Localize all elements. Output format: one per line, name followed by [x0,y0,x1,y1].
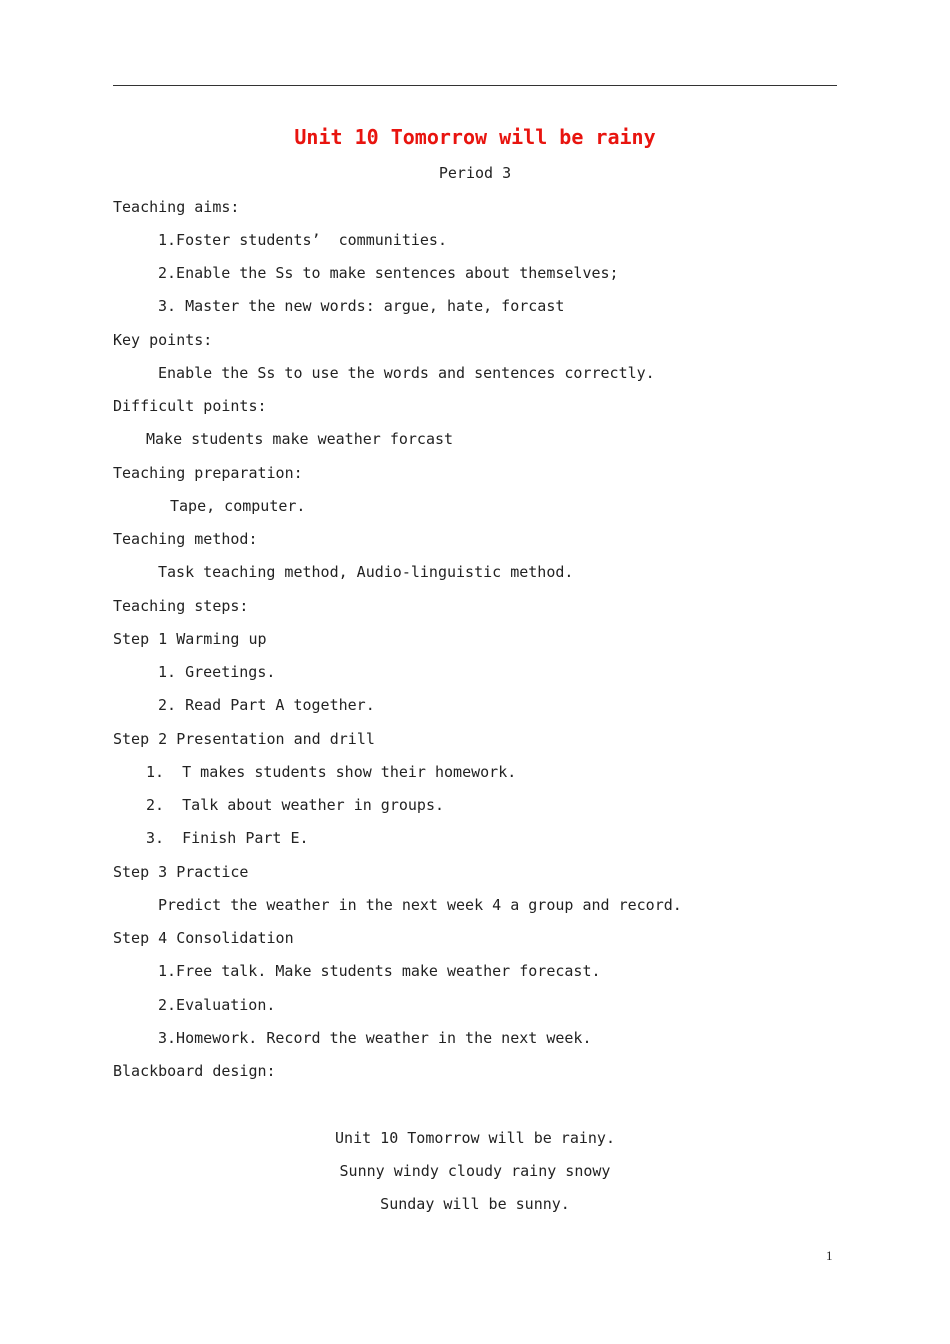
blackboard-line: Sunny windy cloudy rainy snowy [339,1162,611,1180]
step2-item: 2. Talk about weather in groups. [146,796,445,814]
blackboard-line: Unit 10 Tomorrow will be rainy. [335,1129,615,1147]
step2-item: 1. T makes students show their homework. [146,763,517,781]
step3-text: Predict the weather in the next week 4 a group and record. [158,896,682,914]
difficult-heading: Difficult points: [113,397,267,415]
blackboard-heading: Blackboard design: [113,1062,276,1080]
key-heading: Key points: [113,331,213,349]
method-heading: Teaching method: [113,530,258,548]
method-text: Task teaching method, Audio-linguistic method. [158,563,574,581]
period-label: Period 3 [438,164,512,182]
step2-heading: Step 2 Presentation and drill [113,730,375,748]
page-number: 1 [826,1248,833,1263]
aim-item: 3. Master the new words: argue, hate, forcast [158,297,565,315]
step1-item: 1. Greetings. [158,663,276,681]
key-text: Enable the Ss to use the words and sentences correctly. [158,364,655,382]
document-title: Unit 10 Tomorrow will be rainy [294,125,656,149]
aims-heading: Teaching aims: [113,198,240,216]
prep-heading: Teaching preparation: [113,464,303,482]
step4-item: 2.Evaluation. [158,996,276,1014]
step3-heading: Step 3 Practice [113,863,249,881]
step4-item: 1.Free talk. Make students make weather forecast. [158,962,601,980]
aim-item: 1.Foster students’ communities. [158,231,447,249]
step1-heading: Step 1 Warming up [113,630,267,648]
step1-item: 2. Read Part A together. [158,696,375,714]
prep-text: Tape, computer. [170,497,306,515]
blackboard-line: Sunday will be sunny. [380,1195,570,1213]
steps-heading: Teaching steps: [113,597,249,615]
step4-item: 3.Homework. Record the weather in the next week. [158,1029,592,1047]
header-rule [113,85,837,86]
step2-item: 3. Finish Part E. [146,829,309,847]
aim-item: 2.Enable the Ss to make sentences about themselves; [158,264,619,282]
difficult-text: Make students make weather forcast [146,430,454,448]
step4-heading: Step 4 Consolidation [113,929,294,947]
